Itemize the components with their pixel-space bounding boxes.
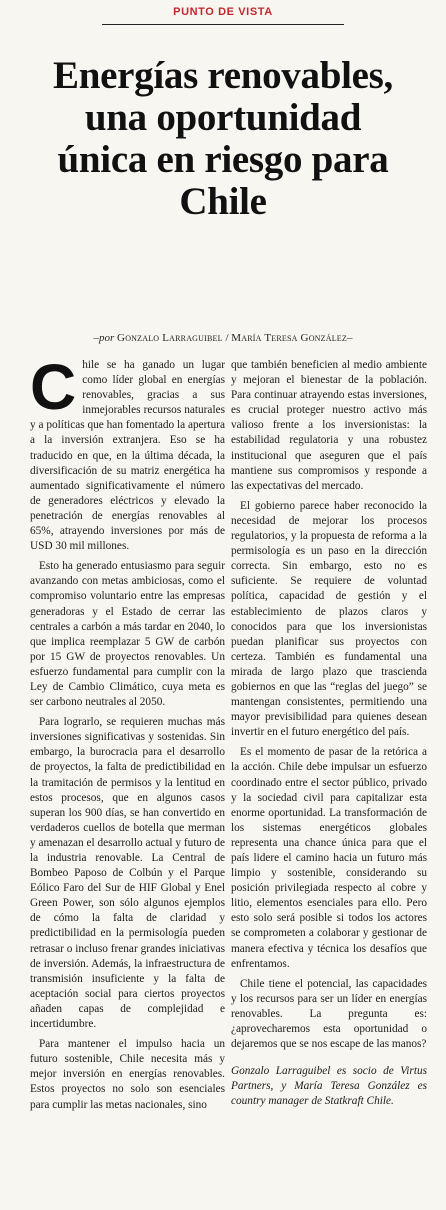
headline-line: Energías renovables, [53, 54, 393, 97]
body-paragraph: Para lograrlo, se requieren muchas más inversiones significativas y sostenidas. Sin embargo, la burocracia para el desarrollo de proyectos, la falta de predictibilidad en la tramitación de permisos y la lentitud en estos procesos, que en algunos casos superan los 900 días, se han convertido en verdaderos cuellos de botella que merman y amenazan el desarrollo actual y futuro de la industria renovable. La Central de Bombeo Paposo de Colbún y el Parque Eólico Faro del Sur de HIF Global y Enel Green Power, son sólo algunos ejemplos de cómo la falta de claridad y predictibilidad en la permisología pueden retrasar o incluso frenar grandes iniciativas de inversión. Además, la infraestructura de transmisión insuficiente y la falta de aceptación social para ciertos proyectos añaden capas de complejidad e incertidumbre. [30, 716, 225, 1031]
byline [0, 332, 446, 344]
author-bio: Gonzalo Larraguibel es socio de Virtus Partners, y María Teresa González es country manager de Statkraft Chile. [231, 1065, 427, 1108]
headline-line: una oportunidad [84, 96, 362, 139]
headline-line: Chile [179, 180, 267, 223]
headline-line: única en riesgo para [57, 138, 389, 181]
paragraph-text: hile se ha ganado un lugar como líder global en energías renovables, gracias a sus inmejorables recursos naturales y a políticas que han fomentado la apertura a la inversión extranjera. Eso se ha traducido en que, en la última década, la diversificación de su matriz energética ha aumentado significativamente el número de generadores eléctricos y elevado la penetración de energías renovables al 65%, atrayendo inversiones por más de USD 30 mil millones. [30, 359, 225, 553]
byline-author-2: María Teresa González [231, 332, 347, 344]
body-paragraph [30, 351, 225, 554]
byline-separator: / [222, 332, 232, 344]
body-paragraph: que también beneficien al medio ambiente y mejoran el bienestar de la población. Para continuar atrayendo estas inversiones, es crucial proteger nuestro activo más valioso frente a los inversionistas: la estabilidad regulatoria y una robustez institucional que aseguren que el país mantiene sus compromisos y responde a las expectativas del mercado. [231, 359, 427, 492]
body-paragraph: Para mantener el impulso hacia un futuro sostenible, Chile necesita más y mejor inversión en energías renovables. Estos proyectos no solo son esenciales para cumplir las metas nacionales, sino [30, 1038, 225, 1111]
body-paragraph: El gobierno parece haber reconocido la necesidad de mejorar los procesos regulatorios, y la propuesta de reforma a la permisología es un paso en la dirección correcta. Sin embargo, esto no es suficiente. Se requiere de voluntad política, capacidad de gestión y el establecimiento de plazos claros y conocidos para que los inversionistas puedan planificar sus proyectos con certeza. También es fundamental una mirada de largo plazo que trascienda gobiernos en que las “reglas del juego” se mantengan consistentes, permitiendo una mayor previsibilidad para quienes desean invertir en el futuro energético del país. [231, 499, 427, 739]
body-paragraph: Es el momento de pasar de la retórica a la acción. Chile debe impulsar un esfuerzo coordinado entre el sector público, privado y la sociedad civil para capitalizar esta enorme oportunidad. La transformación de los sistemas energéticos globales representa una chance única para que el país lidere el camino hacia un futuro más limpio y sostenible, considerando su posición privilegiada respecto al cobre y litio, elementos esenciales para ello. Pero esto solo será posible si todos los actores se comprometen a colaborar y gestionar de manera efectiva y técnica los desafíos que enfrentamos. [231, 746, 427, 970]
section-header [102, 0, 344, 25]
byline-suffix: – [346, 332, 353, 344]
byline-prefix: –por [93, 332, 118, 344]
byline-author-1: Gonzalo Larraguibel [117, 332, 223, 344]
article-column-left [30, 351, 225, 1118]
drop-cap: C [30, 351, 77, 423]
body-paragraph: Chile tiene el potencial, las capacidades y los recursos para ser un líder en energías renovables. La pregunta es: ¿aprovecharemos esta oportunidad o dejaremos que se nos escape de las manos? [231, 977, 427, 1051]
body-paragraph: Esto ha generado entusiasmo para seguir avanzando con metas ambiciosas, como el compromiso voluntario entre las empresas generadoras y el Estado de cerrar las centrales a carbón a más tardar en 2040, lo que implica reemplazar 5 GW de carbón por 15 GW de proyectos renovables. Un esfuerzo fundamental para cumplir con la Ley de Cambio Climático, cuya meta es ser carbono neutrales al 2050. [30, 560, 225, 709]
article-column-right [231, 358, 427, 1115]
section-label: PUNTO DE VISTA [173, 6, 273, 18]
headline [0, 55, 446, 223]
